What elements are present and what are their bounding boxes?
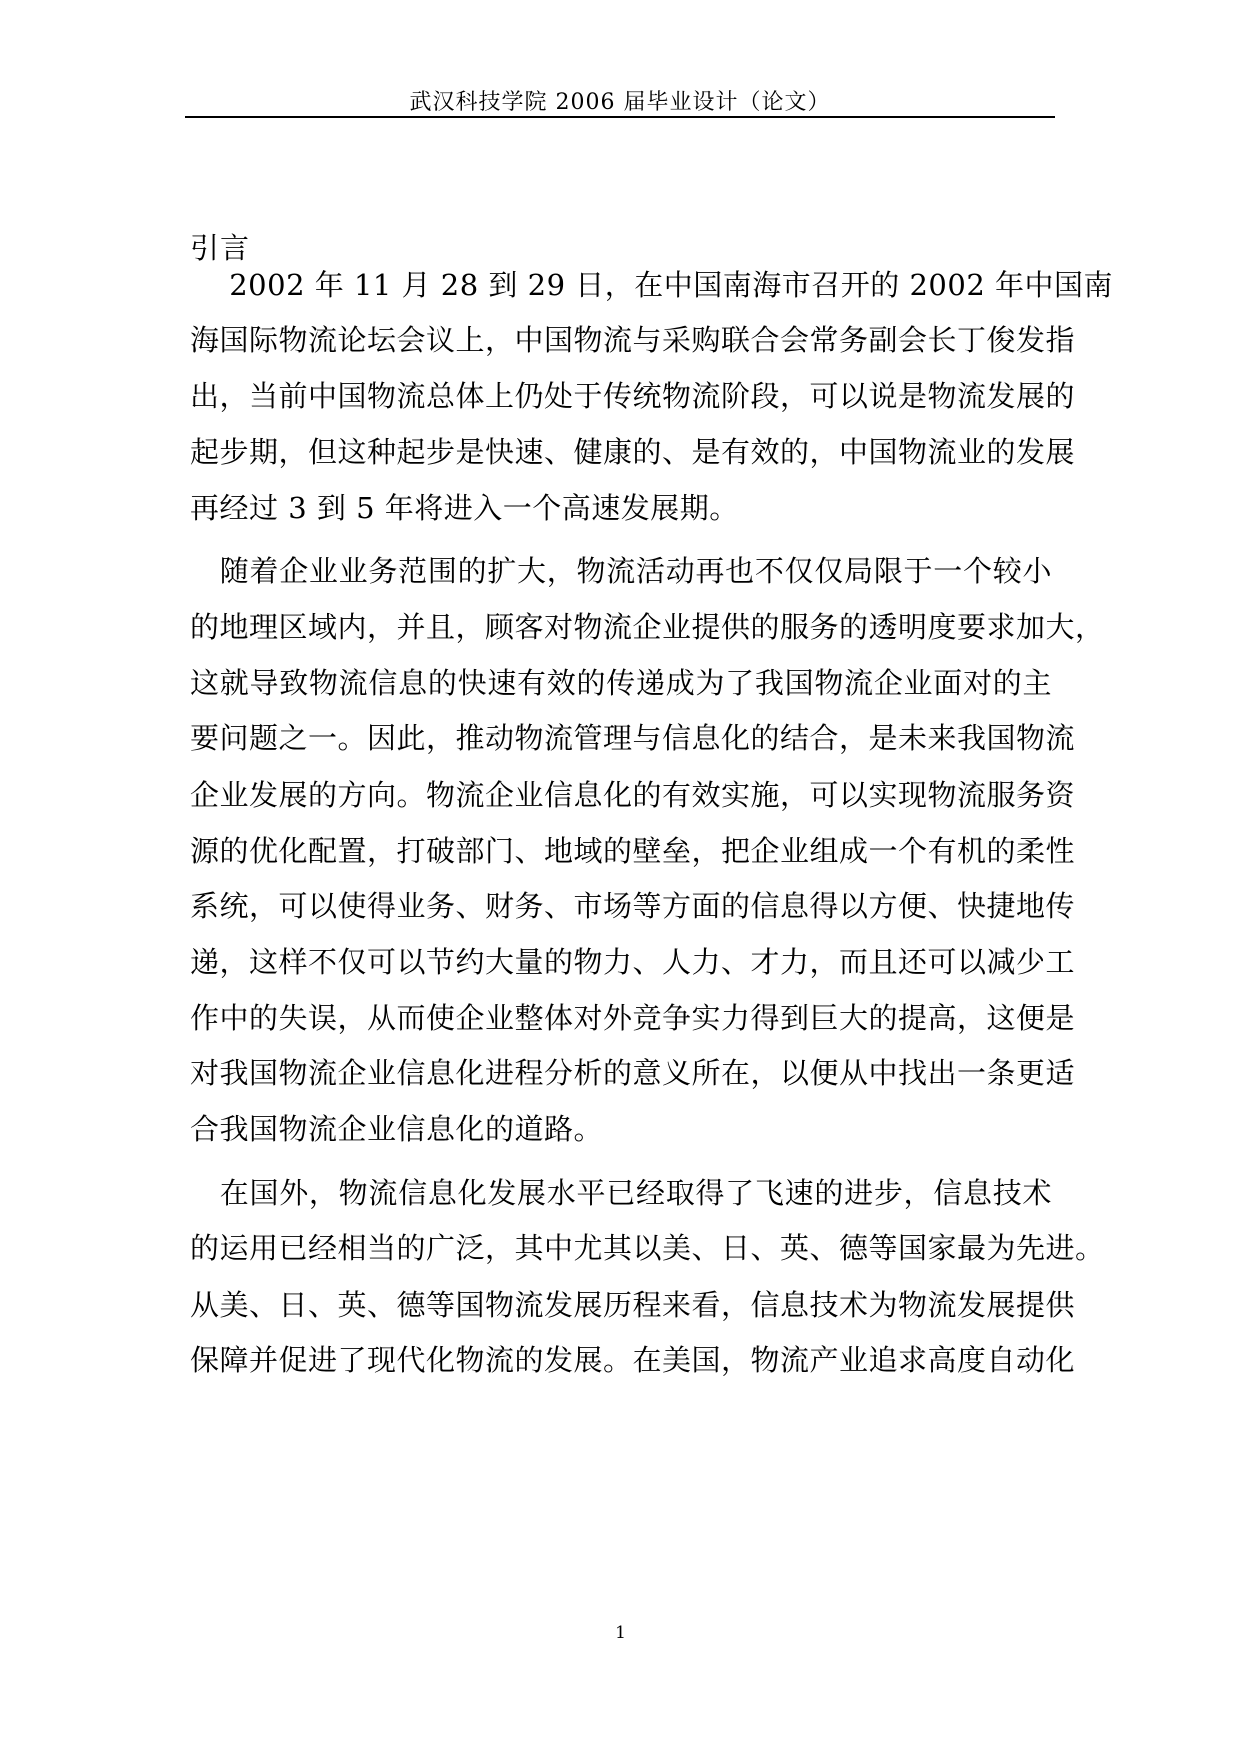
paragraph-line: 2002 年 11 月 28 到 29 日，在中国南海市召开的 2002 年中国南: [190, 268, 1113, 302]
paragraph-line: 海国际物流论坛会议上，中国物流与采购联合会常务副会长丁俊发指: [190, 323, 1076, 357]
header-divider: [185, 116, 1055, 118]
paragraph-line: 要问题之一。因此，推动物流管理与信息化的结合，是未来我国物流: [190, 721, 1076, 755]
paragraph-line: 合我国物流企业信息化的道路。: [190, 1112, 604, 1146]
paragraph-line: 作中的失误，从而使企业整体对外竞争实力得到巨大的提高，这便是: [190, 1001, 1076, 1035]
paragraph-line: 出，当前中国物流总体上仍处于传统物流阶段，可以说是物流发展的: [190, 379, 1076, 413]
page-header-title: 武汉科技学院 2006 届毕业设计（论文）: [409, 90, 831, 115]
paragraph-line: 的地理区域内，并且，顾客对物流企业提供的服务的透明度要求加大，: [190, 610, 1105, 644]
paragraph-line: 源的优化配置，打破部门、地域的壁垒，把企业组成一个有机的柔性: [190, 834, 1076, 868]
paragraph-line: 对我国物流企业信息化进程分析的意义所在，以便从中找出一条更适: [190, 1056, 1076, 1090]
paragraph-line: 企业发展的方向。物流企业信息化的有效实施，可以实现物流服务资: [190, 778, 1076, 812]
section-heading: 引言: [190, 231, 251, 265]
paragraph-line: 在国外，物流信息化发展水平已经取得了飞速的进步，信息技术: [190, 1176, 1052, 1210]
paragraph-line: 这就导致物流信息的快速有效的传递成为了我国物流企业面对的主: [190, 666, 1052, 700]
paragraph-line: 的运用已经相当的广泛，其中尤其以美、日、英、德等国家最为先进。: [190, 1231, 1105, 1265]
paragraph-line: 再经过 3 到 5 年将进入一个高速发展期。: [190, 491, 739, 525]
page-number: 1: [615, 1623, 626, 1643]
paragraph-line: 从美、日、英、德等国物流发展历程来看，信息技术为物流发展提供: [190, 1288, 1076, 1322]
paragraph-line: 递，这样不仅可以节约大量的物力、人力、才力，而且还可以减少工: [190, 945, 1076, 979]
paragraph-line: 起步期，但这种起步是快速、健康的、是有效的，中国物流业的发展: [190, 435, 1076, 469]
paragraph-line: 随着企业业务范围的扩大，物流活动再也不仅仅局限于一个较小: [190, 554, 1052, 588]
paragraph-line: 系统，可以使得业务、财务、市场等方面的信息得以方便、快捷地传: [190, 889, 1076, 923]
paragraph-line: 保障并促进了现代化物流的发展。在美国，物流产业追求高度自动化: [190, 1343, 1076, 1377]
